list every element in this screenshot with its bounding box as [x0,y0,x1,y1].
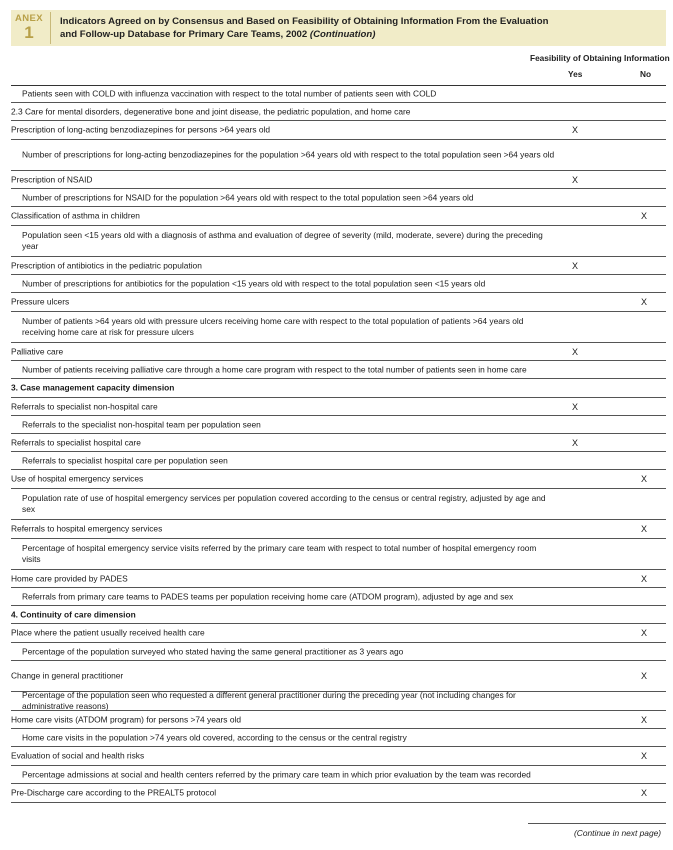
measure-row [11,86,666,103]
title-line-1: Indicators Agreed on by Consensus and Based on Feasibility of Obtaining Information From the Evaluation [60,16,549,27]
yes-mark: X [572,260,579,271]
measure-text: Number of patients >64 years old with pressure ulcers receiving home care with respect to the total population of patients >64 years old receiving home care at risk for pressure ulcers [22,316,524,337]
indicator-row [11,747,666,766]
measure-text: Percentage admissions at social and health centers referred by the primary care team in which prior evaluation by the team was recorded [22,769,531,779]
indicator-text: Home care provided by PADES [11,573,128,583]
measure-text: Number of patients receiving palliative care through a home care program with respect to the total number of patients seen in home care [22,364,527,374]
no-mark: X [641,573,648,584]
indicator-text: Referrals to hospital emergency services [11,523,163,534]
yes-mark: X [572,125,579,135]
section-row [11,606,666,624]
no-mark: X [641,474,648,484]
no-mark: X [641,788,648,798]
yes-mark: X [572,174,579,185]
measure-text: Patients seen with COLD with influenza vaccination with respect to the total number of patients seen with COLD [22,88,437,99]
indicator-text: Prescription of NSAID [11,174,93,184]
no-mark: X [641,714,648,725]
yes-mark: X [572,346,579,357]
indicator-text: Home care visits (ATDOM program) for persons >74 years old [11,714,241,724]
measure-text: Number of prescriptions for antibiotics for the population <15 years old with respect to the total population seen <15 years old [22,278,486,288]
yes-mark: X [572,401,579,412]
measure-row [11,588,666,606]
measure-row [11,416,666,434]
no-mark: X [641,671,648,681]
indicator-text: Pressure ulcers [11,296,70,307]
measure-row [11,312,666,343]
continue-note: (Continue in next page) [574,828,662,838]
measure-row [11,692,666,711]
measure-row [11,729,666,747]
section-heading: 4. Continuity of care dimension [11,609,136,619]
indicator-row [11,343,666,361]
measure-text: Percentage of the population surveyed who stated having the same general practitioner as 3 years ago [22,646,404,656]
indicator-text: Classification of asthma in children [11,210,140,221]
measure-text: Referrals to specialist hospital care per population seen [22,455,228,465]
indicator-text: Evaluation of social and health risks [11,750,145,761]
section-row [11,379,666,398]
measure-text: Referrals from primary care teams to PADES teams per population receiving home care (ATDOM program), adjusted by age and sex [22,591,514,601]
indicator-row [11,624,666,643]
indicator-text: Referrals to specialist hospital care [11,437,141,447]
no-mark: X [641,211,648,221]
indicator-row [11,434,666,452]
measure-row [11,361,666,379]
measure-row [11,643,666,661]
indicator-row [11,784,666,803]
indicator-row [11,520,666,539]
measure-row [11,275,666,293]
indicator-text: Prescription of long-acting benzodiazepines for persons >64 years old [11,124,271,135]
measure-text: Referrals to the specialist non-hospital team per population seen [22,419,261,429]
annex-number: 1 [24,23,34,42]
indicator-text: Prescription of antibiotics in the pediatric population [11,260,202,270]
measure-row [11,489,666,520]
indicator-text: Use of hospital emergency services [11,473,144,484]
no-mark: X [641,628,648,638]
yes-mark: X [572,437,579,448]
indicator-row [11,711,666,729]
section-heading: 3. Case management capacity dimension [11,382,175,393]
title-continuation: (Continuation) [309,29,376,40]
title-line-2: and Follow-up Database for Primary Care Teams, 2002 [60,29,308,40]
indicator-row [11,207,666,226]
measure-text: Percentage of hospital emergency service visits referred by the primary care team with respect to total number of hospital emergency room visits [22,543,537,564]
annex-badge [11,10,47,46]
no-mark: X [641,524,648,534]
indicator-text: Palliative care [11,346,64,356]
indicator-row [11,470,666,489]
no-mark: X [641,751,648,761]
indicator-text: Pre-Discharge care according to the PREALT5 protocol [11,787,217,798]
no-mark: X [641,297,648,307]
badge-divider [50,12,51,44]
indicator-text: Place where the patient usually received health care [11,627,205,638]
footer-divider [528,823,666,824]
indicator-row [11,171,666,189]
indicator-row [11,570,666,588]
measure-row [11,189,666,207]
measure-text: Number of prescriptions for NSAID for the population >64 years old with respect to the total population seen >64 years old [22,192,474,202]
indicator-text: Change in general practitioner [11,670,124,681]
measure-text: Home care visits in the population >74 years old covered, according to the census or the central registry [22,732,407,742]
measure-row [11,452,666,470]
measure-text: Population rate of use of hospital emergency services per population covered according to the census or central registry, adjusted by age and sex [22,493,546,514]
feasibility-header: Feasibility of Obtaining Information [530,53,670,63]
indicator-row [11,398,666,416]
no-column-header: No [640,69,652,79]
annex-label: ANEX [15,13,43,24]
table-title [60,15,660,41]
indicator-row [11,257,666,275]
measure-text: Number of prescriptions for long-acting benzodiazepines for the population >64 years old with respect to the total population seen >64 years old [22,149,555,160]
indicator-row [11,103,666,121]
yes-column-header: Yes [568,69,583,79]
measure-row [11,766,666,784]
measure-text: Population seen <15 years old with a diagnosis of asthma and evaluation of degree of severity (mild, moderate, severe) during the preceding year [22,230,543,251]
indicator-text: Referrals to specialist non-hospital care [11,401,158,411]
indicator-row [11,293,666,312]
measure-text: Percentage of the population seen who requested a different general practitioner during the preceding year (not including changes for administrative reasons) [22,690,516,711]
indicator-row [11,661,666,692]
indicator-text: 2.3 Care for mental disorders, degenerative bone and joint disease, the pediatric population, and home care [11,106,411,116]
indicator-row [11,121,666,140]
measure-row [11,226,666,257]
measure-row [11,539,666,570]
measure-row [11,140,666,171]
